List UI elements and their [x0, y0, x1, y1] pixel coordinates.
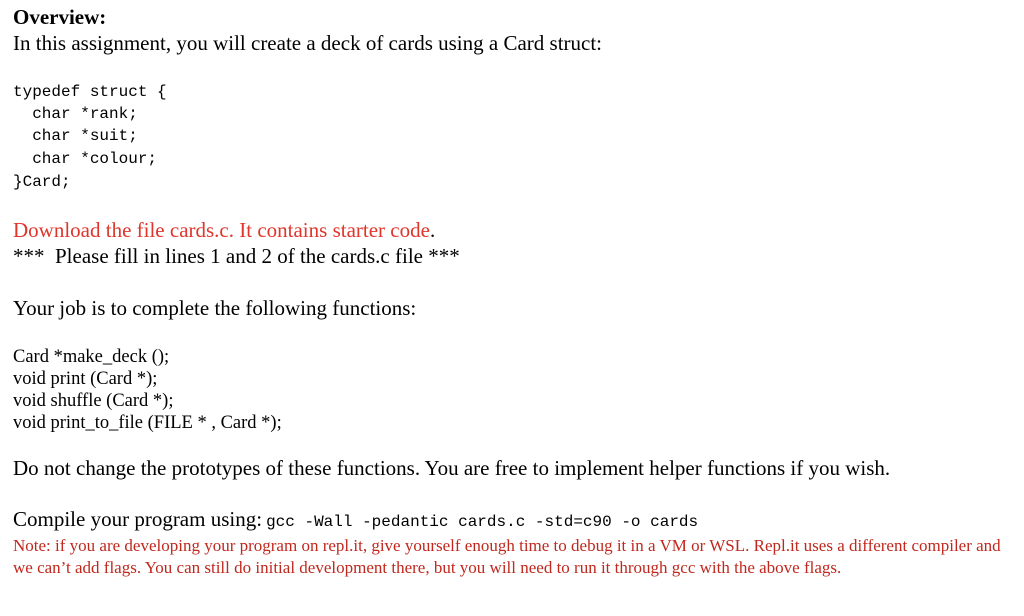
code-line: char *rank; — [13, 105, 138, 123]
download-line — [13, 218, 435, 243]
download-link-text[interactable]: Download the file cards.c. It contains starter code — [13, 218, 430, 242]
function-item: Card *make_deck (); — [13, 347, 170, 367]
function-item: void shuffle (Card *); — [13, 391, 174, 411]
code-line: typedef struct { — [13, 83, 167, 101]
fill-in-instruction: *** Please fill in lines 1 and 2 of the cards.c file *** — [13, 244, 460, 268]
compile-label: Compile your program using: — [13, 507, 263, 531]
repl-note: Note: if you are developing your program on repl.it, give yourself enough time to debug it in a VM or WSL. Repl.it uses a different compiler and we can’t add flags. You can still do initial development there, but you will need to run it through gcc with the above flags. — [13, 536, 1001, 577]
download-period: . — [429, 218, 436, 242]
overview-heading: Overview: — [13, 5, 107, 29]
compile-command: gcc -Wall -pedantic cards.c -std=c90 -o cards — [266, 513, 699, 531]
prototype-note: Do not change the prototypes of these functions. You are free to implement helper functions if you wish. — [13, 456, 891, 480]
job-text: Your job is to complete the following functions: — [13, 296, 417, 320]
code-line: }Card; — [13, 173, 71, 191]
function-item: void print (Card *); — [13, 369, 158, 389]
compile-line — [13, 507, 698, 532]
code-line: char *colour; — [13, 150, 158, 168]
function-item: void print_to_file (FILE * , Card *); — [13, 413, 282, 433]
code-line: char *suit; — [13, 127, 138, 145]
intro-text: In this assignment, you will create a deck of cards using a Card struct: — [13, 31, 603, 55]
